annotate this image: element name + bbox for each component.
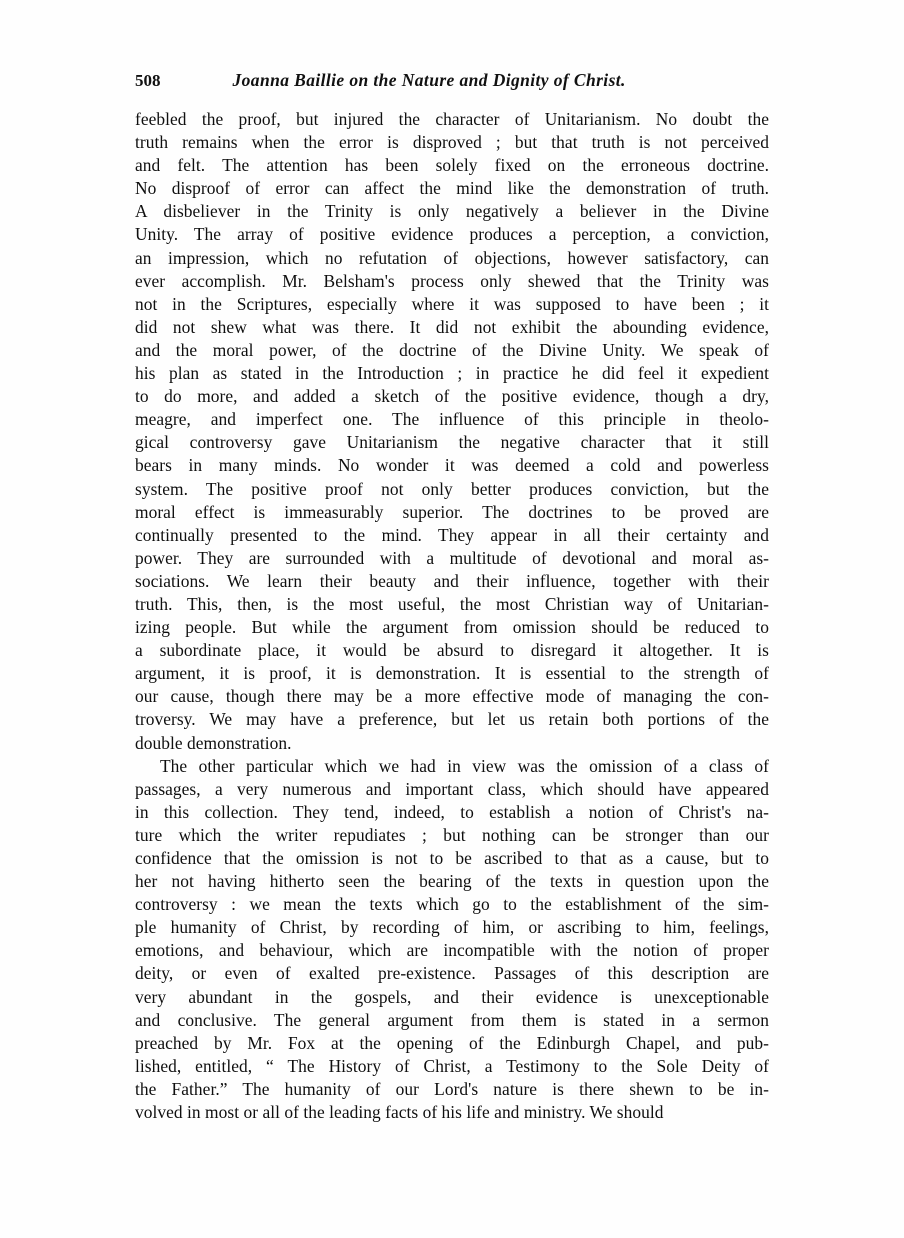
text-line-content: Unity. The array of positive evidence produces a perception, a conviction, [135,224,769,245]
text-line [135,801,769,824]
text-line [135,270,769,293]
text-line-content: double demonstration. [135,732,292,753]
text-line [135,778,769,801]
text-line [135,755,769,778]
page-number: 508 [135,71,161,90]
text-line-content: argument, it is proof, it is demonstration. It is essential to the strength of [135,663,769,684]
text-line [135,247,769,270]
text-line [135,1101,769,1124]
text-line [135,154,769,177]
text-line-content: preached by Mr. Fox at the opening of the Edinburgh Chapel, and pub- [135,1032,769,1053]
text-line-content: and the moral power, of the doctrine of the Divine Unity. We speak of [135,339,769,360]
text-line-content: volved in most or all of the leading facts of his life and ministry. We should [135,1102,664,1123]
text-line [135,408,769,431]
text-line [135,732,769,755]
text-line [135,223,769,246]
text-line [135,293,769,316]
text-line-content: truth. This, then, is the most useful, the most Christian way of Unitarian- [135,593,769,614]
text-line-content: No disproof of error can affect the mind like the demonstration of truth. [135,178,769,199]
text-line [135,593,769,616]
text-line [135,316,769,339]
text-line [135,616,769,639]
running-title: Joanna Baillie on the Nature and Dignity of Christ. [232,70,626,90]
text-line [135,685,769,708]
text-line-content: gical controversy gave Unitarianism the negative character that it still [135,432,769,453]
text-line [135,870,769,893]
text-line-content: troversy. We may have a preference, but let us retain both portions of the [135,709,769,730]
text-line-content: ever accomplish. Mr. Belsham's process only shewed that the Trinity was [135,270,769,291]
text-line-content: in this collection. They tend, indeed, to establish a notion of Christ's na- [135,801,769,822]
text-line-content: our cause, though there may be a more effective mode of managing the con- [135,686,769,707]
text-line-content: her not having hitherto seen the bearing of the texts in question upon the [135,871,769,892]
text-line [135,339,769,362]
text-line-content: the Father.” The humanity of our Lord's nature is there shewn to be in- [135,1078,769,1099]
text-line [135,478,769,501]
text-line-content: and conclusive. The general argument from them is stated in a sermon [135,1009,769,1030]
text-line [135,1055,769,1078]
text-line [135,385,769,408]
text-line [135,708,769,731]
text-line-content: very abundant in the gospels, and their evidence is unexceptionable [135,986,769,1007]
text-line-content: deity, or even of exalted pre-existence. Passages of this description are [135,963,769,984]
text-line-content: system. The positive proof not only better produces conviction, but the [135,478,769,499]
text-line-content: ple humanity of Christ, by recording of him, or ascribing to him, feelings, [135,917,769,938]
text-line [135,570,769,593]
text-line [135,639,769,662]
text-line [135,939,769,962]
running-head [135,70,775,94]
text-line [135,986,769,1009]
text-line-content: bears in many minds. No wonder it was deemed a cold and powerless [135,455,769,476]
text-line-content: sociations. We learn their beauty and their influence, together with their [135,570,769,591]
text-line [135,131,769,154]
text-line-content: his plan as stated in the Introduction ; in practice he did feel it expedient [135,363,769,384]
text-line [135,524,769,547]
text-line-content: power. They are surrounded with a multitude of devotional and moral as- [135,547,769,568]
text-line-content: The other particular which we had in view was the omission of a class of [160,755,769,776]
text-line-content: did not shew what was there. It did not exhibit the abounding evidence, [135,316,769,337]
text-line [135,108,769,131]
text-line-content: A disbeliever in the Trinity is only negatively a believer in the Divine [135,201,769,222]
text-line-content: not in the Scriptures, especially where it was supposed to have been ; it [135,293,769,314]
text-line [135,824,769,847]
text-line [135,177,769,200]
text-line-content: feebled the proof, but injured the character of Unitarianism. No doubt the [135,109,769,129]
text-line [135,847,769,870]
text-line-content: continually presented to the mind. They appear in all their certainty and [135,524,769,545]
text-line [135,454,769,477]
body-text [135,108,769,1124]
text-line [135,200,769,223]
text-line-content: ture which the writer repudiates ; but nothing can be stronger than our [135,824,769,845]
text-line-content: and felt. The attention has been solely fixed on the erroneous doctrine. [135,155,769,176]
text-line [135,916,769,939]
text-line-content: to do more, and added a sketch of the positive evidence, though a dry, [135,386,769,407]
text-line [135,662,769,685]
text-line [135,501,769,524]
text-line-content: izing people. But while the argument from omission should be reduced to [135,617,769,638]
text-line-content: an impression, which no refutation of objections, however satisfactory, can [135,247,769,268]
text-line-content: meagre, and imperfect one. The influence of this principle in theolo- [135,409,769,430]
text-line [135,1032,769,1055]
text-line [135,1009,769,1032]
text-line-content: truth remains when the error is disproved ; but that truth is not perceived [135,132,769,153]
text-line [135,962,769,985]
text-line-content: lished, entitled, “ The History of Christ, a Testimony to the Sole Deity of [135,1055,769,1076]
text-line-content: moral effect is immeasurably superior. The doctrines to be proved are [135,501,769,522]
text-line-content: controversy : we mean the texts which go to the establishment of the sim- [135,894,769,915]
text-line [135,362,769,385]
text-line-content: confidence that the omission is not to be ascribed to that as a cause, but to [135,848,769,868]
text-line-content: emotions, and behaviour, which are incompatible with the notion of proper [135,940,769,961]
text-line-content: passages, a very numerous and important class, which should have appeared [135,778,769,799]
text-line [135,431,769,454]
text-line [135,893,769,916]
text-line [135,547,769,570]
text-line [135,1078,769,1101]
text-line-content: a subordinate place, it would be absurd to disregard it altogether. It is [135,640,769,661]
